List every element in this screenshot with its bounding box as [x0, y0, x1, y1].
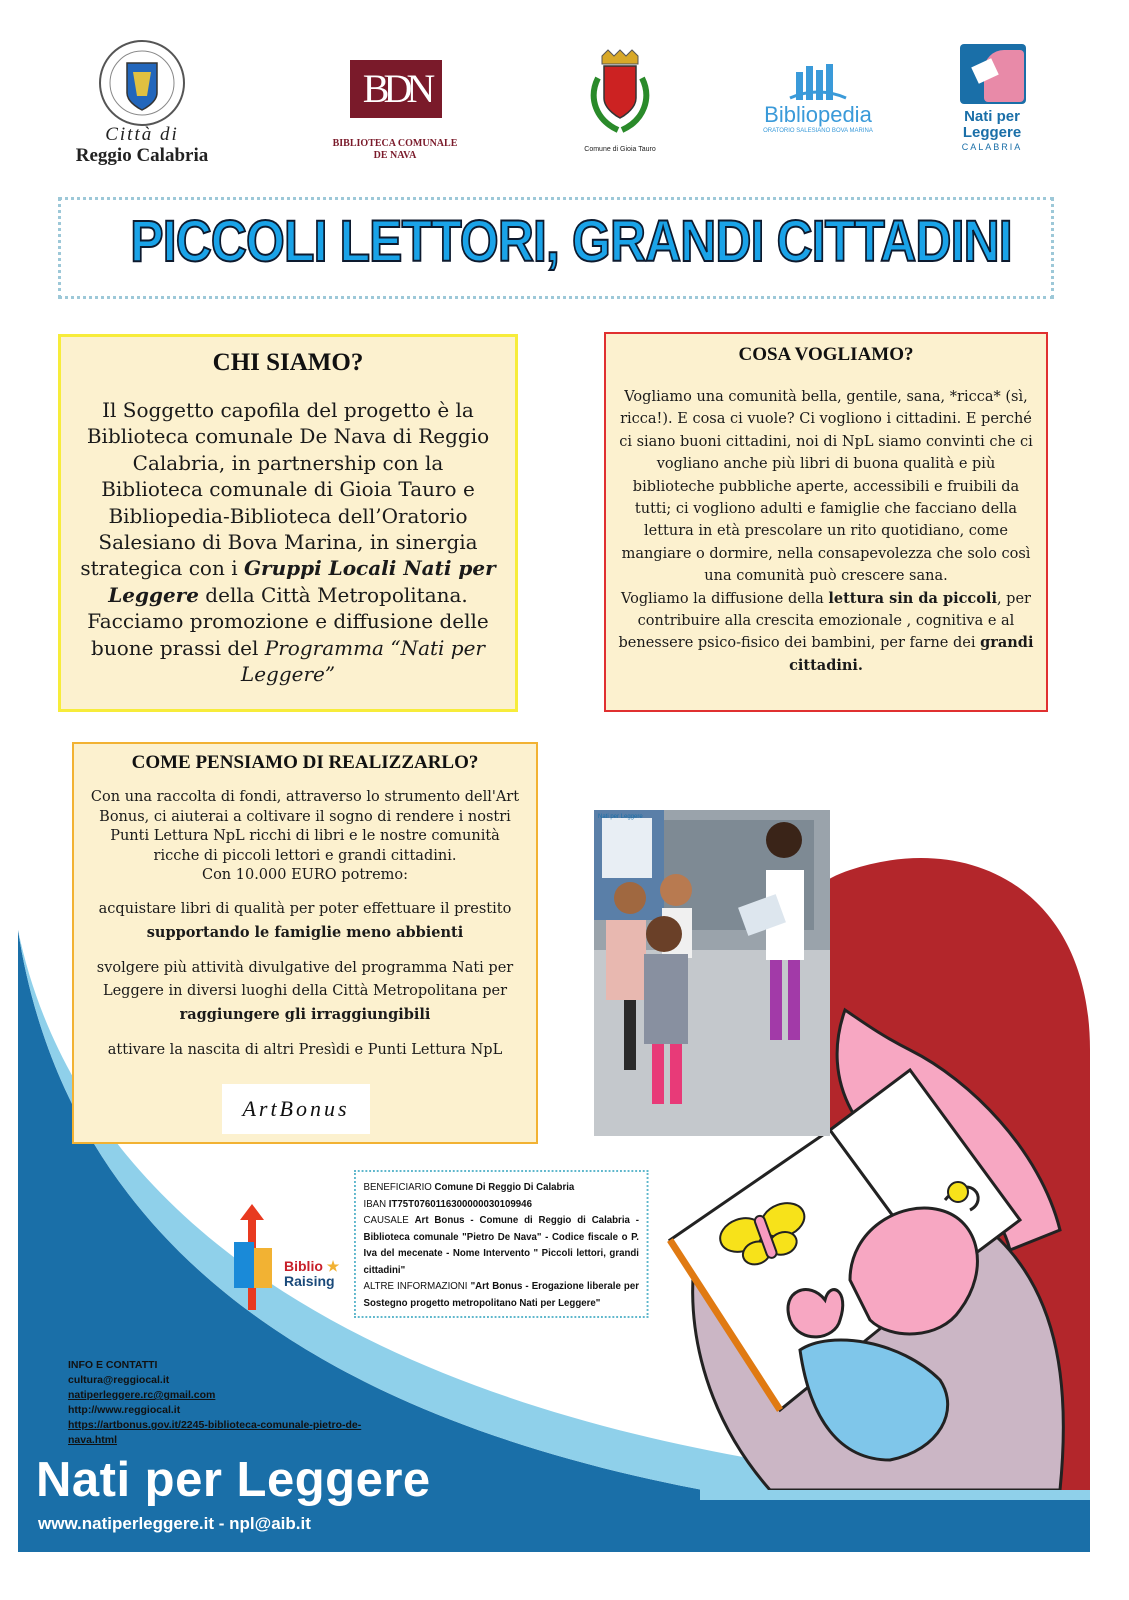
- come-pensiamo-box: [72, 742, 538, 1144]
- come-item-libri: acquistare libri di qualità per poter effettuare il prestito supportando le famiglie meno abbienti: [98, 900, 512, 941]
- nava-mark: BDN: [350, 60, 442, 118]
- biblio-raising-icon: [228, 1200, 280, 1315]
- gioia-caption: Comune di Gioia Tauro: [584, 146, 656, 153]
- cosa-vogliamo-text: Vogliamo una comunità bella, gentile, sana, *ricca* (sì, ricca!). E cosa ci vuole? Ci vogliono i cittadini. E perché ci siano buoni cittadini, noi di NpL siamo convinti che ci vogliano anche più libri di buona qualità e più biblioteche pubbliche aperte, accessibili e fruibili da tutti; ci vogliono adulti e famiglie che facciano della lettura in età prescolare un rito quotidiano, come mangiare o dormire, nella consapevolezza che solo così una comunità può crescere sana. Vogliamo la diffusione della lettura sin da piccoli, per contribuire alla crescita emozionale , cognitiva e al benessere psico-fisico dei bambini, per farne dei grandi cittadini.: [618, 389, 1034, 674]
- chi-siamo-emphasis: Gruppi Locali Nati per Leggere: [108, 556, 496, 607]
- book-stack-icon: [788, 62, 848, 104]
- children-photo-scene: [594, 810, 830, 1136]
- npl-calabria-line2: Leggere: [962, 124, 1022, 141]
- npl-calabria-mark: [960, 44, 1026, 104]
- bibliopedia-name: Bibliopedia: [764, 102, 872, 127]
- chi-siamo-text: Il Soggetto capofila del progetto è la Biblioteca comunale De Nava di Reggio Calabria, in partnership con la Biblioteca comunale di Gioia Tauro e Bibliopedia-Biblioteca dell’Oratorio Salesiano di Bova Marina, in sinergia strategica con i Gruppi Locali Nati per Leggere della Città Metropolitana. Facciamo promozione e diffusione delle buone prassi del Programma “Nati per Leggere”: [80, 398, 496, 687]
- logo-reggio-calabria: [62, 38, 222, 168]
- contact-web-1: http://www.reggiocal.it: [68, 1404, 181, 1416]
- biblio-raising-line2: Raising: [284, 1273, 335, 1289]
- logo-biblioteca-de-nava: [320, 58, 470, 163]
- contact-email-2[interactable]: natiperleggere.rc@gmail.com: [68, 1389, 216, 1401]
- children-photo: [594, 810, 830, 1136]
- logo-gioia-tauro: [572, 48, 668, 158]
- bibliopedia-sub: ORATORIO SALESIANO BOVA MARINA: [763, 128, 873, 134]
- chi-siamo-programma: Programma “Nati per Leggere”: [240, 635, 485, 687]
- page-title: PICCOLI LETTORI, GRANDI CITTADINI: [130, 209, 1012, 274]
- footer-links: www.natiperleggere.it - npl@aib.it: [38, 1514, 311, 1533]
- npl-calabria-line3: CALABRIA: [961, 142, 1023, 152]
- contact-email-1: cultura@reggiocal.it: [68, 1374, 170, 1386]
- photo-badge: Nati per Leggere: [598, 814, 643, 820]
- beneficiario-row: BENEFICIARIO Comune Di Reggio Di Calabria: [363, 1182, 575, 1193]
- logo-biblio-raising: [228, 1200, 350, 1315]
- gioia-crest-icon: [580, 48, 660, 138]
- logo-npl-calabria: [950, 44, 1034, 156]
- contacts-heading: INFO E CONTATTI: [68, 1359, 158, 1371]
- altre-info-row: ALTRE INFORMAZIONI "Art Bonus - Erogazione liberale per Sostegno progetto metropolitano Nati per Leggere": [363, 1281, 639, 1309]
- footer-brand: Nati per Leggere: [36, 1453, 431, 1507]
- chi-siamo-heading: CHI SIAMO?: [212, 349, 364, 376]
- come-pensiamo-heading: COME PENSIAMO DI REALIZZARLO?: [131, 752, 479, 773]
- iban-row: IBAN IT75T0760116300000030109946: [363, 1198, 532, 1210]
- npl-calabria-line1: Nati per: [964, 108, 1020, 125]
- beneficiario-box: [354, 1170, 649, 1318]
- cosa-vogliamo-box: [604, 332, 1048, 712]
- contact-web-2[interactable]: https://artbonus.gov.it/2245-biblioteca-comunale-pietro-de- nava.html: [68, 1419, 362, 1446]
- biblio-raising-line1: Biblio ★: [284, 1258, 340, 1274]
- star-icon: ★: [326, 1258, 340, 1274]
- come-item-presidi: attivare la nascita di altri Presìdi e Punti Lettura NpL: [107, 1041, 503, 1058]
- cosa-vogliamo-heading: COSA VOGLIAMO?: [738, 344, 914, 365]
- reggio-line1: Città di: [105, 124, 179, 145]
- reggio-seal-icon: [97, 38, 187, 128]
- come-item-attivita: svolgere più attività divulgative del programma Nati per Leggere in diversi luoghi della Città Metropolitana per raggiungere gli irraggiungibili: [96, 959, 514, 1023]
- nava-line2: DE NAVA: [373, 150, 417, 161]
- logo-bibliopedia: [752, 62, 884, 142]
- reggio-line2: Reggio Calabria: [75, 145, 209, 166]
- nava-line1: BIBLIOTECA COMUNALE: [332, 138, 458, 149]
- artbonus-logo: ArtBonus: [222, 1084, 370, 1134]
- chi-siamo-box: [58, 334, 518, 712]
- title-frame: [58, 197, 1054, 299]
- contacts-block: [68, 1358, 398, 1448]
- come-pensiamo-intro: Con una raccolta di fondi, attraverso lo strumento dell'Art Bonus, ci aiuterai a coltivare il sogno di rendere i nostri Punti Lettura NpL ricchi di libri e le nostre comunità ricche di piccoli lettori e grandi cittadini. Con 10.000 EURO potremo:: [90, 789, 520, 883]
- causale-row: CAUSALE Art Bonus - Comune di Reggio di Calabria - Biblioteca comunale "Pietro De Nava" - Codice fiscale o P. Iva del mecenate - Nome Intervento " Piccoli lettori, grandi cittadini": [363, 1215, 639, 1276]
